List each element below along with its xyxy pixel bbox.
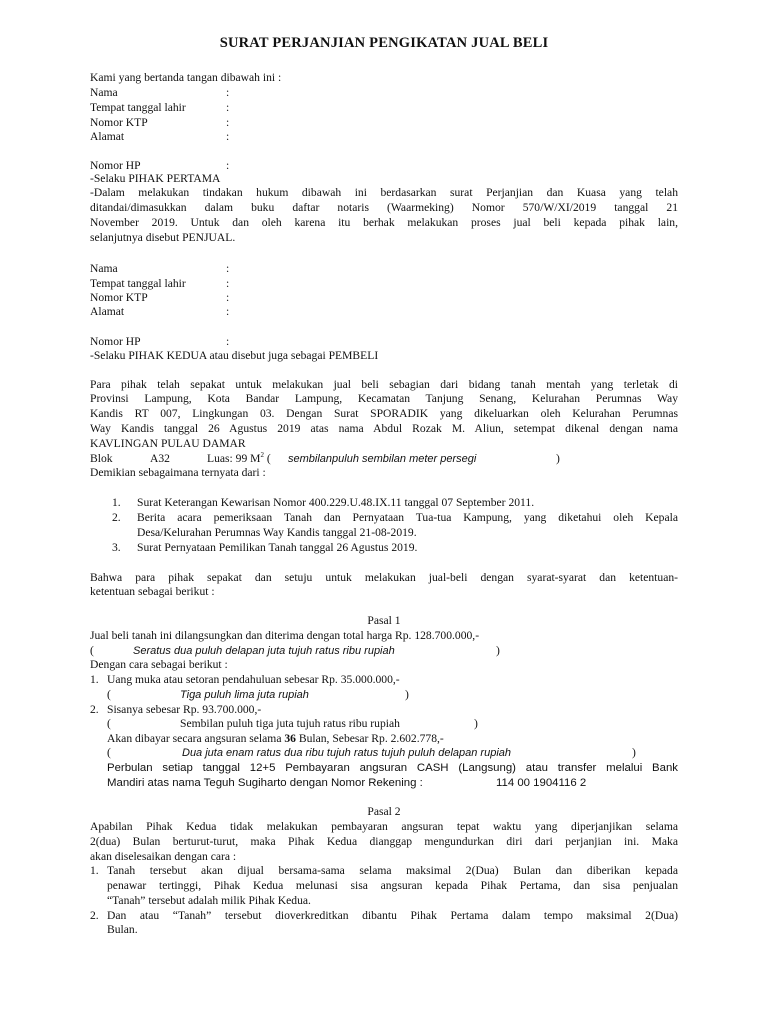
pasal2-num-1: 1. [90, 864, 99, 877]
installment-months: 36 [284, 732, 296, 745]
intro-text: Kami yang bertanda tangan dibawah ini : [90, 71, 282, 84]
party2-role: -Selaku PIHAK KEDUA atau disebut juga sebagai PEMBELI [90, 349, 379, 362]
party2-colon-address: : [226, 305, 230, 318]
evidence-intro: Demikian sebagaimana ternyata dari : [90, 466, 266, 479]
payment-method: Dengan cara sebagai berikut : [90, 658, 228, 671]
party1-colon-phone: : [226, 159, 230, 172]
luas-text [207, 452, 271, 467]
installment-words: Dua juta enam ratus dua ribu tujuh ratus tujuh puluh delapan rupiah [182, 747, 512, 759]
party1-colon-address: : [226, 130, 230, 143]
pasal2-item-2-line-1: Dan atau “Tanah” tersebut dioverkreditkan dibantu Pihak Pertama dalam tempo maksimal 2(Dua) [107, 909, 678, 922]
land-para-line-1: Para pihak telah sepakat untuk melakukan jual beli sebagian dari bidang tanah mentah yang terletak di [90, 378, 678, 391]
pasal2-item-2-line-2: Bulan. [107, 923, 138, 936]
party2-label-birth: Tempat tanggal lahir [90, 277, 186, 290]
luas-label: Luas: 99 M [207, 452, 261, 465]
party1-desc-line-3: November 2019. Untuk dan oleh karena itu berhak melakukan proses jual beli kepada pihak lain, [90, 216, 678, 229]
party1-label-ktp: Nomor KTP [90, 116, 148, 129]
evidence-num-2: 2. [112, 511, 121, 524]
evidence-num-3: 3. [112, 541, 121, 554]
installment-prefix: Akan dibayar secara angsuran selama [107, 732, 285, 745]
price-words: Seratus dua puluh delapan juta tujuh ratus ribu rupiah [133, 645, 395, 657]
pasal2-heading: Pasal 2 [367, 805, 401, 818]
schedule-line-2: Mandiri atas nama Teguh Sugiharto dengan Nomor Rekening : [107, 777, 423, 789]
party2-label-name: Nama [90, 262, 118, 275]
pasal2-num-2: 2. [90, 909, 99, 922]
pasal2-para-line-2: 2(dua) Bulan berturut-turut, maka Pihak Kedua dianggap mengundurkan diri dari perjanjian ini. Maka [90, 835, 678, 848]
schedule-line-1: Perbulan setiap tanggal 12+5 Pembayaran angsuran CASH (Langsung) atau transfer melalui Bank [107, 762, 678, 774]
party2-colon-name: : [226, 262, 230, 275]
down-payment-paren-open: ( [107, 688, 111, 701]
party2-colon-phone: : [226, 335, 230, 348]
party2-label-ktp: Nomor KTP [90, 291, 148, 304]
evidence-item-3: Surat Pernyataan Pemilikan Tanah tanggal 26 Agustus 2019. [137, 541, 418, 554]
installment-amount: Bulan, Sebesar Rp. 2.602.778,- [295, 732, 444, 745]
party1-desc-line-4: selanjutnya disebut PENJUAL. [90, 231, 236, 244]
pasal2-item-1-line-2: penawar tertinggi, Pihak Kedua melunasi sisa angsuran kepada Pihak Pertama, dan sisa penjualan [107, 879, 678, 892]
evidence-item-2-line-2: Desa/Kelurahan Perumnas Way Kandis tanggal 21-08-2019. [137, 526, 417, 539]
luas-paren-open: ( [263, 452, 271, 465]
remaining-paren-open: ( [107, 717, 111, 730]
remaining-paren-close: ) [474, 717, 478, 730]
pasal1-heading: Pasal 1 [367, 614, 401, 627]
down-payment-paren-close: ) [405, 688, 409, 701]
down-payment-words: Tiga puluh lima juta rupiah [180, 689, 309, 701]
party2-colon-ktp: : [226, 291, 230, 304]
price-paren-open: ( [90, 644, 94, 657]
party1-role: -Selaku PIHAK PERTAMA [90, 172, 221, 185]
evidence-item-2-line-1: Berita acara pemeriksaan Tanah dan Pernyataan Tua-tua Kampung, yang diketahui oleh Kepala [137, 511, 678, 524]
party1-colon-birth: : [226, 101, 230, 114]
evidence-num-1: 1. [112, 496, 121, 509]
party1-label-address: Alamat [90, 130, 125, 143]
party1-label-birth: Tempat tanggal lahir [90, 101, 186, 114]
party1-desc-line-2: ditandai/dimasukkan dalam buku daftar notaris (Waarmeking) Nomor 570/W/XI/2019 tanggal 21 [90, 201, 678, 214]
installment-line [107, 732, 444, 747]
agreement-line-2: ketentuan sebagai berikut : [90, 585, 215, 598]
party1-colon-name: : [226, 86, 230, 99]
pasal2-para-line-3: akan diselesaikan dengan cara : [90, 850, 237, 863]
remaining-words: Sembilan puluh tiga juta tujuh ratus ribu rupiah [180, 717, 400, 730]
luas-words: sembilanpuluh sembilan meter persegi [288, 453, 477, 465]
party1-desc-line-1: -Dalam melakukan tindakan hukum dibawah ini berdasarkan surat Perjanjian dan Kuasa yang telah [90, 186, 678, 199]
land-para-line-2: Provinsi Lampung, Kota Bandar Lampung, Kecamatan Tanjung Senang, Kelurahan Perumnas Way [90, 392, 678, 405]
party2-label-phone: Nomor HP [90, 335, 141, 348]
party2-colon-birth: : [226, 277, 230, 290]
account-number: 114 00 1904116 2 [496, 777, 587, 789]
payment-num-1: 1. [90, 673, 99, 686]
installment-paren-close: ) [632, 746, 636, 759]
pasal2-item-1-line-1: Tanah tersebut akan dijual bersama-sama selama maksimal 2(Dua) Bulan dan diberikan kepada [107, 864, 678, 877]
party1-colon-ktp: : [226, 116, 230, 129]
payment-num-2: 2. [90, 703, 99, 716]
price-line: Jual beli tanah ini dilangsungkan dan diterima dengan total harga Rp. 128.700.000,- [90, 629, 480, 642]
agreement-line-1: Bahwa para pihak sepakat dan setuju untuk melakukan jual-beli dengan syarat-syarat dan ketentuan- [90, 571, 678, 584]
land-para-line-4: Way Kandis tanggal 26 Agustus 2019 atas nama Abdul Rozak M. Aliun, setempat dikenal dengan nama [90, 422, 678, 435]
land-para-line-3: Kandis RT 007, Lingkungan 03. Dengan Surat SPORADIK yang dikeluarkan oleh Kelurahan Perumnas [90, 407, 678, 420]
party1-label-phone: Nomor HP [90, 159, 141, 172]
installment-paren-open: ( [107, 746, 111, 759]
remaining-amount: Sisanya sebesar Rp. 93.700.000,- [107, 703, 262, 716]
pasal2-para-line-1: Apabilan Pihak Kedua tidak melakukan pembayaran angsuran tepat waktu yang diperjanjikan selama [90, 820, 678, 833]
party2-label-address: Alamat [90, 305, 125, 318]
down-payment: Uang muka atau setoran pendahuluan sebesar Rp. 35.000.000,- [107, 673, 400, 686]
luas-superscript: 2 [260, 451, 264, 460]
evidence-item-1: Surat Keterangan Kewarisan Nomor 400.229.U.48.IX.11 tanggal 07 September 2011. [137, 496, 535, 509]
document-title: SURAT PERJANJIAN PENGIKATAN JUAL BELI [219, 35, 549, 51]
luas-paren-close: ) [556, 452, 560, 465]
blok-value: A32 [150, 452, 170, 465]
blok-label: Blok [90, 452, 113, 465]
pasal2-item-1-line-3: “Tanah” tersebut adalah milik Pihak Kedua. [107, 894, 311, 907]
land-name: KAVLINGAN PULAU DAMAR [90, 437, 246, 450]
price-paren-close: ) [496, 644, 500, 657]
party1-label-name: Nama [90, 86, 118, 99]
